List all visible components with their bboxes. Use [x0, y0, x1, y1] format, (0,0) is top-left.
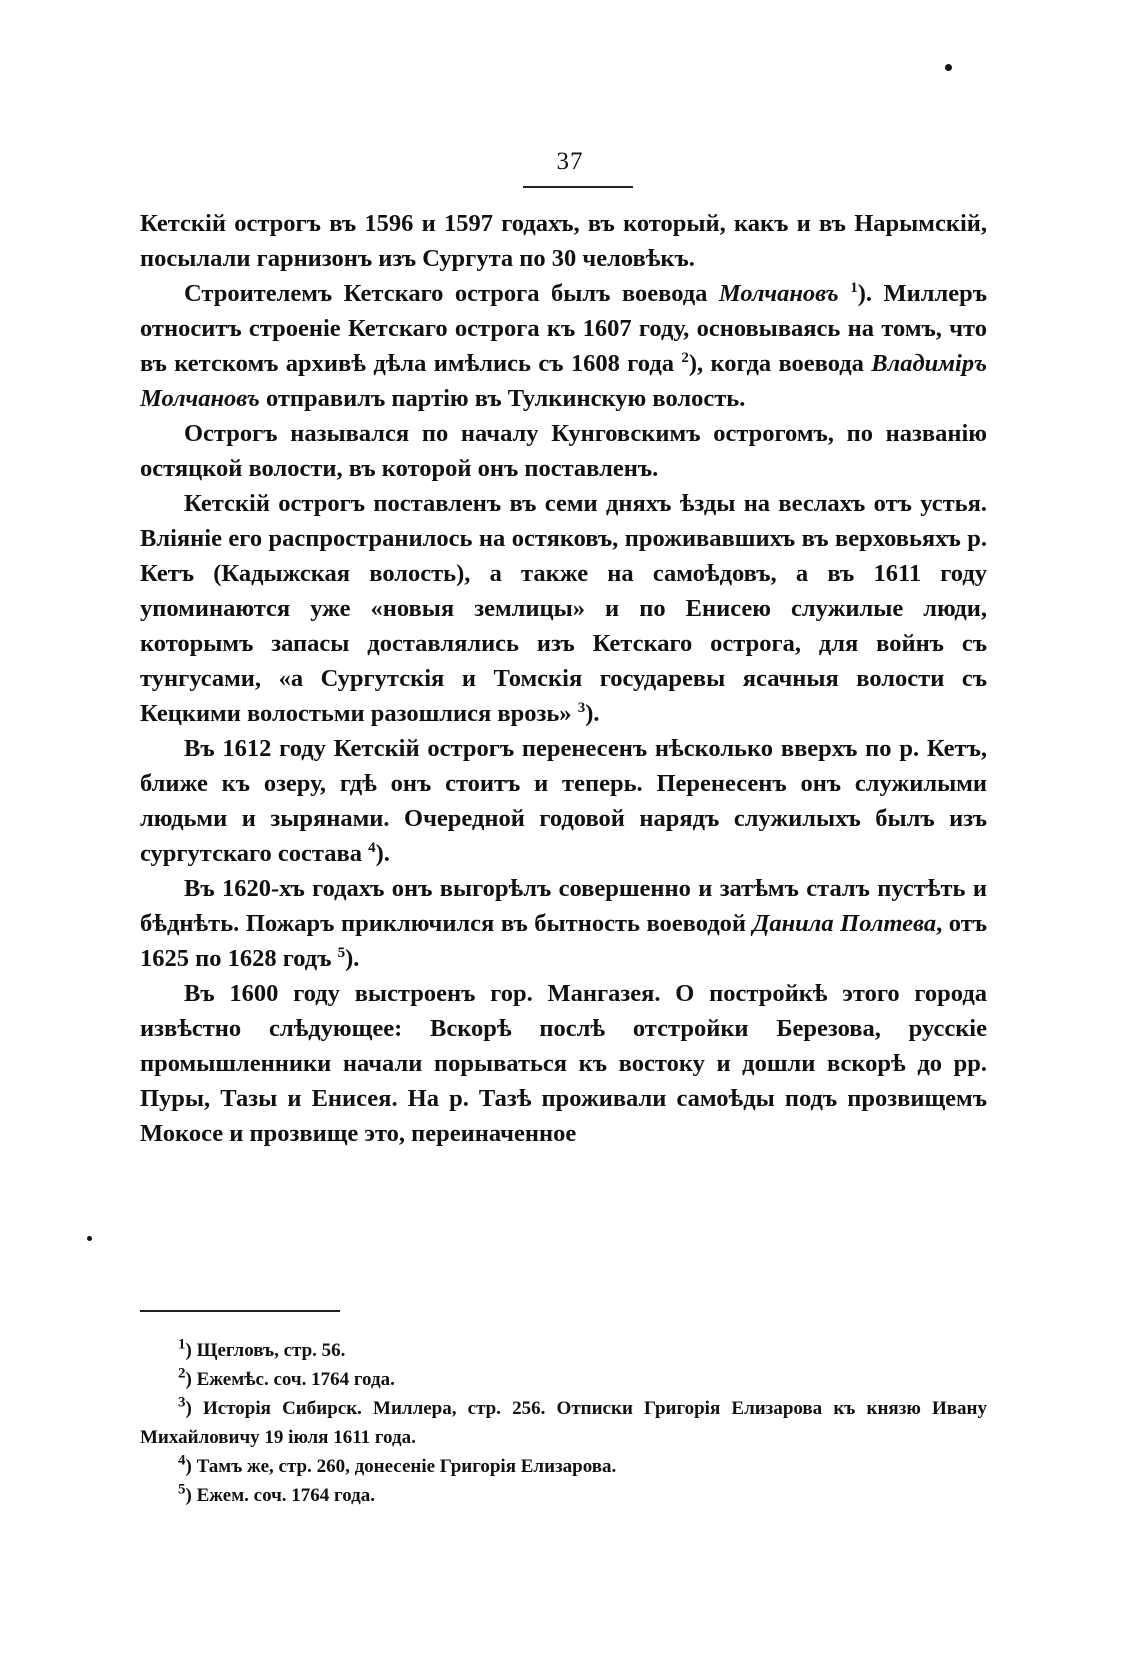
- text-run: ), когда воевода: [688, 350, 872, 377]
- page-number-rule: [523, 186, 633, 188]
- footnote-ref: 5: [337, 944, 346, 961]
- footnote-text: ) Исторія Сибирск. Миллера, стр. 256. Отписки Григорія Елизарова къ князю Ивану Михайловичу 19 іюля 1611 года.: [140, 1398, 987, 1448]
- text-run: Въ 1612 году Кетскій острогъ перенесенъ нѣсколько вверхъ по р. Кетъ, ближе къ озеру, гдѣ онъ стоитъ и теперь. Перенесенъ онъ служилыми людьми и зырянами. Очередной годовой нарядъ служилыхъ былъ изъ сургутскаго состава: [140, 735, 987, 867]
- footnotes: [140, 1336, 987, 1510]
- text-run: Кетскій острогъ поставленъ въ семи дняхъ ѣзды на веслахъ отъ устья. Вліяніе его распространилось на остяковъ, проживавшихъ въ верховьяхъ р. Кетъ (Кадыжская волость), а также на самоѣдовъ, а въ 1611 году упоминаются уже «новыя землицы» и по Енисею служилые люди, которымъ запасы доставлялись изъ Кетскаго острога, для войнъ съ тунгусами, «а Сургутскія и Томскія государевы ясачныя волости съ Кецкими волостьми разошлися врозь»: [140, 490, 987, 727]
- footnote-text: ) Ежемѣс. соч. 1764 года.: [185, 1369, 395, 1390]
- paragraph: Острогъ назывался по началу Кунговскимъ острогомъ, по названію остяцкой волости, въ которой онъ поставленъ.: [140, 420, 987, 482]
- footnote: [140, 1365, 987, 1394]
- footnote-separator: [140, 1310, 340, 1312]
- footnote-ref: 3: [577, 699, 586, 716]
- footnote-text: ) Щегловъ, стр. 56.: [185, 1340, 346, 1361]
- text-run: . Миллеръ относитъ строеніе Кетскаго острога къ 1607 году, основываясь на томъ, что въ кетскомъ архивѣ дѣла имѣлись съ 1608 года: [140, 280, 988, 377]
- page-number: 37: [556, 148, 584, 175]
- footnote: [140, 1452, 987, 1481]
- footnote-mark: 3: [178, 1394, 186, 1411]
- footnote-mark: 5: [178, 1481, 186, 1498]
- text-run: ).: [345, 945, 360, 972]
- paragraph: [140, 871, 987, 976]
- paragraph: [140, 731, 987, 871]
- person-name: Молчановъ: [718, 280, 839, 307]
- footnote: [140, 1336, 987, 1365]
- main-text: [140, 206, 987, 1151]
- footnote: [140, 1394, 987, 1452]
- paragraph: Кетскій острогъ въ 1596 и 1597 годахъ, въ который, какъ и въ Нарымскій, посылали гарнизонъ изъ Сургута по 30 человѣкъ.: [140, 210, 987, 272]
- footnote-text: ) Ежем. соч. 1764 года.: [185, 1485, 376, 1506]
- text-run: ).: [375, 840, 390, 867]
- scan-speck: [87, 1236, 92, 1241]
- paragraph: [140, 486, 987, 731]
- footnote: [140, 1481, 987, 1510]
- scan-speck: [945, 64, 952, 71]
- footnote-ref: 4: [368, 839, 376, 856]
- text-run: отправилъ партію въ Тулкинскую волость.: [259, 385, 746, 412]
- text-run: ).: [585, 700, 600, 727]
- person-name: Владиміръ Молчановъ: [140, 350, 987, 412]
- footnote-mark: 2: [178, 1365, 186, 1382]
- footnote-text: ) Тамъ же, стр. 260, донесеніе Григорія Елизарова.: [185, 1456, 617, 1477]
- footnote-ref: 2: [681, 349, 689, 366]
- text-run: Въ 1620-хъ годахъ онъ выгорѣлъ совершенно и затѣмъ сталъ пустѣть и бѣднѣть. Пожаръ приключился въ бытность воеводой: [140, 875, 987, 937]
- paragraph: Строителемъ Кетскаго острога былъ воевода Молчановъ $^1$). Миллеръ относитъ строеніе Кетскаго острога къ 1607 году, основываясь на томъ, что въ кетскомъ архивѣ дѣла имѣлись съ 1608 года $^2$), когда воевода Владиміръ Молчановъ отправилъ партію въ Тулкинскую волость.: [140, 279, 988, 412]
- text-run: Строителемъ Кетскаго острога былъ воевода: [184, 280, 719, 307]
- person-name: Данила Полтева: [752, 910, 937, 937]
- text-run: , отъ 1625 по 1628 годъ: [140, 910, 988, 972]
- footnote-mark: 4: [178, 1452, 186, 1469]
- footnote-mark: 1: [178, 1336, 186, 1353]
- footnote-ref: 1: [850, 279, 858, 296]
- paragraph: Въ 1600 году выстроенъ гор. Мангазея. О постройкѣ этого города извѣстно слѣдующее: Вскорѣ послѣ отстройки Березова, русскіе промышленники начали порываться къ востоку и дошли вскорѣ до рр. Пуры, Тазы и Енисея. На р. Тазѣ проживали самоѣды подъ прозвищемъ Мокосе и прозвище это, переиначенное: [140, 980, 987, 1147]
